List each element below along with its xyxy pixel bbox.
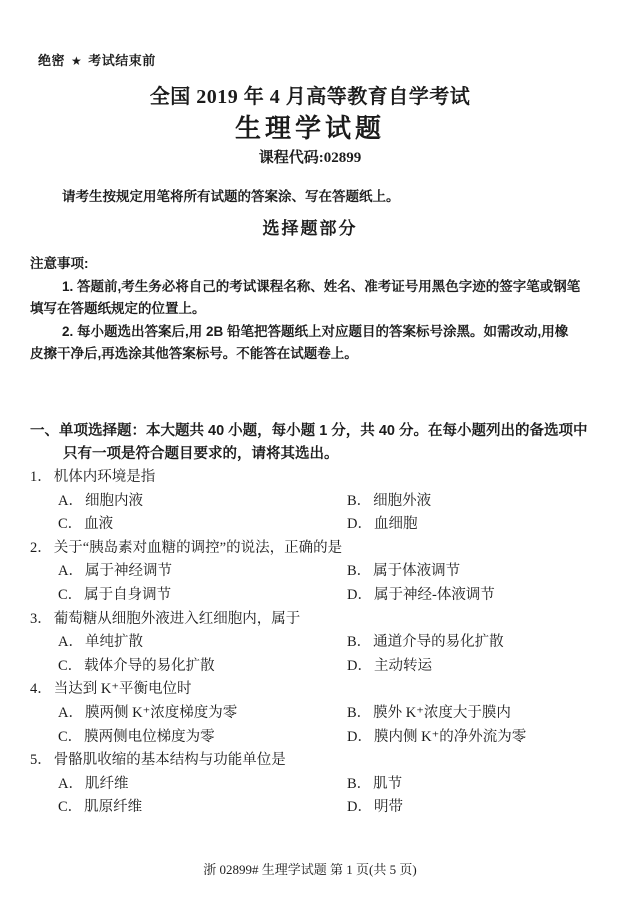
option bbox=[58, 490, 347, 514]
question-item bbox=[30, 749, 602, 820]
option-text: 属于神经调节 bbox=[84, 563, 172, 580]
question-stem: 关于“胰岛素对血糖的调控”的说法，正确的是 bbox=[53, 539, 343, 556]
option-text: 膜两侧电位梯度为零 bbox=[84, 728, 215, 745]
option bbox=[347, 773, 402, 797]
question-text bbox=[30, 749, 602, 773]
option-row bbox=[58, 584, 602, 608]
option-label: D． bbox=[347, 728, 372, 745]
question-list bbox=[30, 466, 602, 820]
multiple-choice-section bbox=[30, 420, 602, 820]
option-row bbox=[58, 796, 602, 820]
question-text bbox=[30, 537, 602, 561]
question-number: 4． bbox=[30, 681, 52, 698]
option-row bbox=[58, 490, 602, 514]
option-row bbox=[58, 773, 602, 797]
option bbox=[347, 560, 460, 584]
question-item bbox=[30, 678, 602, 749]
question-stem: 骨骼肌收缩的基本结构与功能单位是 bbox=[53, 752, 286, 769]
notice-lines bbox=[30, 276, 596, 366]
option-label: C． bbox=[58, 728, 83, 745]
option-label: B． bbox=[347, 492, 372, 509]
question-number: 1． bbox=[30, 469, 52, 485]
option-text: 膜内侧 K⁺的净外流为零 bbox=[373, 728, 527, 745]
option bbox=[58, 773, 347, 797]
option bbox=[347, 655, 432, 679]
option-text: 属于自身调节 bbox=[84, 586, 172, 603]
notice-line: 1. 答题前,考生务必将自己的考试课程名称、姓名、准考证号用黑色字迹的签字笔或钢笔 bbox=[62, 278, 581, 294]
option bbox=[347, 702, 511, 726]
question-text bbox=[30, 466, 602, 490]
classification-line bbox=[38, 50, 156, 69]
option-row bbox=[58, 655, 602, 679]
exam-session-title: 全国 2019 年 4 月高等教育自学考试 bbox=[149, 86, 471, 108]
option-label: D． bbox=[347, 516, 372, 533]
question-number: 2． bbox=[30, 539, 52, 556]
option-label: A． bbox=[58, 492, 83, 509]
option-label: C． bbox=[58, 586, 83, 603]
classification-label: 绝密 bbox=[38, 53, 66, 68]
option-label: B． bbox=[347, 563, 372, 580]
part-title: 选择题部分 bbox=[262, 219, 358, 238]
option-label: C． bbox=[58, 657, 83, 674]
question-text bbox=[30, 608, 602, 632]
option bbox=[58, 513, 347, 537]
question-stem: 机体内环境是指 bbox=[53, 469, 156, 485]
option-label: D． bbox=[347, 799, 372, 816]
option-text: 主动转运 bbox=[373, 657, 432, 674]
option-label: A． bbox=[58, 775, 83, 792]
option bbox=[58, 655, 347, 679]
option bbox=[347, 796, 403, 820]
option-text: 载体介导的易化扩散 bbox=[84, 657, 215, 674]
course-code: 课程代码:02899 bbox=[258, 150, 362, 166]
option-label: A． bbox=[58, 704, 83, 721]
option-text: 属于体液调节 bbox=[373, 563, 461, 580]
option bbox=[58, 631, 347, 655]
question-item bbox=[30, 466, 602, 537]
question-stem: 葡萄糖从细胞外液进入红细胞内，属于 bbox=[53, 610, 301, 627]
option-text: 细胞内液 bbox=[84, 492, 143, 509]
question-number: 5． bbox=[30, 752, 52, 769]
option bbox=[58, 560, 347, 584]
option bbox=[347, 584, 495, 608]
option bbox=[58, 796, 347, 820]
option-text: 属于神经-体液调节 bbox=[373, 586, 495, 603]
star-icon: ★ bbox=[71, 54, 83, 68]
option bbox=[347, 631, 504, 655]
section-heading-line2: 只有一项是符合题目要求的，请将其选出。 bbox=[63, 445, 339, 462]
option-text: 明带 bbox=[373, 799, 403, 816]
option-label: A． bbox=[58, 634, 83, 651]
section-heading-line1: 一、单项选择题：本大题共 40 小题，每小题 1 分，共 40 分。在每小题列出的备选项中 bbox=[30, 423, 588, 439]
option bbox=[58, 726, 347, 750]
option-row bbox=[58, 631, 602, 655]
answer-instruction: 请考生按规定用笔将所有试题的答案涂、写在答题纸上。 bbox=[62, 189, 400, 204]
option-text: 血细胞 bbox=[373, 516, 418, 533]
question-text bbox=[30, 678, 602, 702]
notice-line: 皮擦干净后,再选涂其他答案标号。不能答在试题卷上。 bbox=[30, 346, 358, 361]
option-label: A． bbox=[58, 563, 83, 580]
option-text: 细胞外液 bbox=[373, 492, 432, 509]
option-text: 肌纤维 bbox=[84, 775, 129, 792]
option-text: 单纯扩散 bbox=[84, 634, 143, 651]
section-heading bbox=[30, 420, 602, 465]
notice-line: 2. 每小题选出答案后,用 2B 铅笔把答题纸上对应题目的答案标号涂黑。如需改动,用橡 bbox=[62, 323, 569, 339]
option-label: D． bbox=[347, 657, 372, 674]
notice-block bbox=[30, 253, 596, 366]
option-row bbox=[58, 513, 602, 537]
paper-title: 生理学试题 bbox=[234, 113, 385, 143]
option bbox=[347, 726, 526, 750]
option-label: B． bbox=[347, 775, 372, 792]
notice-title: 注意事项: bbox=[30, 256, 89, 271]
option bbox=[58, 702, 347, 726]
option-text: 通道介导的易化扩散 bbox=[373, 634, 504, 651]
option-label: C． bbox=[58, 516, 83, 533]
option bbox=[347, 490, 431, 514]
option-text: 肌节 bbox=[373, 775, 403, 792]
option-text: 膜外 K⁺浓度大于膜内 bbox=[373, 704, 511, 721]
option-text: 血液 bbox=[84, 516, 114, 533]
option-row bbox=[58, 702, 602, 726]
question-stem: 当达到 K⁺平衡电位时 bbox=[53, 681, 192, 698]
option-text: 膜两侧 K⁺浓度梯度为零 bbox=[84, 704, 238, 721]
question-item bbox=[30, 537, 602, 608]
question-item bbox=[30, 608, 602, 679]
option bbox=[347, 513, 417, 537]
option bbox=[58, 584, 347, 608]
option-label: B． bbox=[347, 634, 372, 651]
option-label: B． bbox=[347, 704, 372, 721]
classification-note: 考试结束前 bbox=[88, 53, 156, 68]
page-footer: 浙 02899# 生理学试题 第 1 页(共 5 页) bbox=[203, 862, 417, 877]
option-label: D． bbox=[347, 586, 372, 603]
option-text: 肌原纤维 bbox=[84, 799, 143, 816]
notice-line: 填写在答题纸规定的位置上。 bbox=[30, 301, 206, 316]
option-row bbox=[58, 726, 602, 750]
option-label: C． bbox=[58, 799, 83, 816]
question-number: 3． bbox=[30, 610, 52, 627]
option-row bbox=[58, 560, 602, 584]
